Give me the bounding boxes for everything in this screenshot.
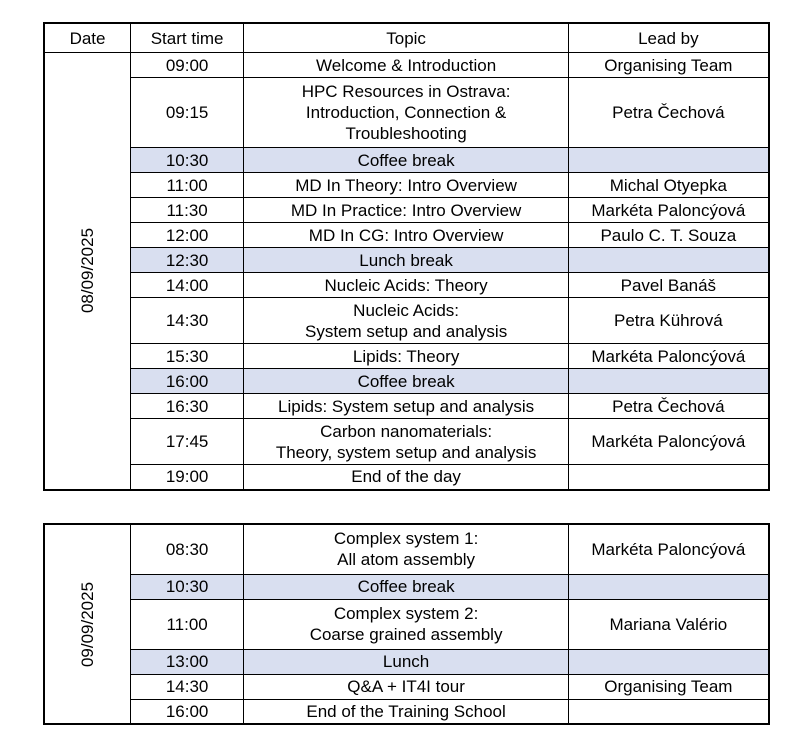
topic-cell: [244, 369, 569, 394]
header-date: Date: [44, 23, 131, 53]
header-topic: Topic: [244, 23, 569, 53]
table-row: [44, 394, 769, 419]
topic-cell: [244, 674, 569, 699]
start-time-cell-text: 12:30: [165, 250, 209, 270]
topic-cell-text: Lunch break: [359, 250, 453, 270]
table-row: [44, 574, 769, 599]
start-time-cell: [131, 524, 244, 574]
topic-cell: [244, 524, 569, 574]
header-lead-by: Lead by: [569, 23, 769, 53]
topic-cell: [244, 273, 569, 298]
table-row: [44, 419, 769, 465]
start-time-cell-text: 15:30: [165, 346, 209, 366]
topic-cell: [244, 465, 569, 490]
start-time-cell-text: 11:00: [166, 175, 208, 195]
topic-cell-text: Complex system 2: Coarse grained assembly: [309, 604, 503, 644]
lead-cell-text: Pavel Banáš: [620, 275, 717, 295]
topic-cell: [244, 173, 569, 198]
topic-cell-text: Coffee break: [357, 371, 455, 391]
table-row: [44, 599, 769, 649]
table-row: [44, 344, 769, 369]
start-time-cell: [131, 699, 244, 724]
start-time-cell: [131, 369, 244, 394]
topic-cell-text: MD In CG: Intro Overview: [308, 225, 504, 245]
topic-cell-text: MD In Practice: Intro Overview: [290, 200, 522, 220]
start-time-cell-text: 09:15: [165, 103, 209, 122]
topic-cell-text: End of the Training School: [306, 701, 506, 721]
start-time-cell: [131, 599, 244, 649]
table-row: [44, 173, 769, 198]
lead-cell-text: Michal Otyepka: [609, 175, 727, 195]
table-row: [44, 78, 769, 148]
date-cell: [44, 524, 131, 724]
lead-cell: [569, 674, 769, 699]
start-time-cell-text: 14:00: [165, 275, 209, 295]
topic-cell-text: MD In Theory: Intro Overview: [295, 175, 517, 195]
topic-cell: [244, 298, 569, 344]
start-time-cell: [131, 248, 244, 273]
topic-cell-text: Complex system 1: All atom assembly: [333, 529, 479, 570]
lead-cell: [569, 148, 769, 173]
lead-cell: [569, 699, 769, 724]
lead-cell-text: Petra Čechová: [612, 396, 725, 416]
topic-cell-text: Carbon nanomaterials: Theory, system setup and analysis: [275, 421, 537, 462]
lead-cell: [569, 369, 769, 394]
start-time-cell: [131, 344, 244, 369]
topic-cell-text: Nucleic Acids: System setup and analysis: [304, 300, 508, 341]
header-start-time: Start time: [131, 23, 244, 53]
lead-cell: [569, 599, 769, 649]
lead-cell: [569, 248, 769, 273]
table-row: [44, 148, 769, 173]
lead-cell-text: Markéta Paloncýová: [591, 346, 746, 366]
lead-cell: [569, 574, 769, 599]
lead-cell: [569, 173, 769, 198]
start-time-cell: [131, 649, 244, 674]
lead-cell-text: Markéta Paloncýová: [591, 539, 746, 559]
start-time-cell-text: 16:30: [165, 396, 209, 416]
start-time-cell: [131, 148, 244, 173]
lead-cell: [569, 198, 769, 223]
topic-cell-text: Q&A + IT4I tour: [347, 677, 465, 696]
lead-cell: [569, 649, 769, 674]
start-time-cell: [131, 574, 244, 599]
start-time-cell: [131, 674, 244, 699]
start-time-cell: [131, 223, 244, 248]
lead-cell-text: Markéta Paloncýová: [591, 432, 746, 451]
start-time-cell: [131, 198, 244, 223]
lead-cell-text: Organising Team: [604, 55, 733, 75]
table-row: [44, 223, 769, 248]
lead-cell-text: Mariana Valério: [609, 614, 728, 634]
start-time-cell-text: 10:30: [165, 577, 209, 596]
topic-cell: [244, 78, 569, 148]
start-time-cell: [131, 298, 244, 344]
lead-cell-text: Markéta Paloncýová: [591, 200, 746, 220]
lead-cell-text: Organising Team: [604, 677, 733, 696]
lead-cell: [569, 223, 769, 248]
start-time-cell-text: 14:30: [165, 677, 209, 696]
table-row: [44, 465, 769, 490]
topic-cell: [244, 248, 569, 273]
date-label: 09/09/2025: [78, 581, 98, 667]
start-time-cell: [131, 78, 244, 148]
start-time-cell-text: 12:00: [165, 225, 209, 245]
lead-cell-text: Petra Čechová: [612, 103, 725, 122]
start-time-cell-text: 17:45: [165, 432, 209, 451]
lead-cell: [569, 394, 769, 419]
topic-cell: [244, 344, 569, 369]
topic-cell-text: Coffee break: [357, 150, 455, 170]
start-time-cell-text: 11:30: [166, 200, 208, 220]
table-row: [44, 53, 769, 78]
table-row: [44, 248, 769, 273]
topic-cell-text: Lunch: [382, 652, 430, 671]
lead-cell: [569, 78, 769, 148]
start-time-cell: [131, 419, 244, 465]
start-time-cell-text: 16:00: [165, 701, 209, 721]
start-time-cell-text: 10:30: [165, 150, 209, 170]
start-time-cell-text: 13:00: [165, 652, 209, 671]
topic-cell: [244, 148, 569, 173]
start-time-cell: [131, 394, 244, 419]
table-row: [44, 649, 769, 674]
table-row: [44, 273, 769, 298]
topic-cell-text: Lipids: Theory: [352, 346, 460, 366]
start-time-cell-text: 08:30: [165, 539, 209, 559]
table-row: [44, 699, 769, 724]
start-time-cell-text: 14:30: [165, 311, 209, 330]
topic-cell-text: Nucleic Acids: Theory: [324, 275, 488, 295]
topic-cell: [244, 198, 569, 223]
topic-cell: [244, 599, 569, 649]
table-row: [44, 369, 769, 394]
lead-cell: [569, 524, 769, 574]
topic-cell: [244, 699, 569, 724]
lead-cell: [569, 344, 769, 369]
table-row: [44, 298, 769, 344]
table-header-row: [44, 23, 769, 53]
schedule-table-day2: [43, 523, 770, 725]
start-time-cell: [131, 465, 244, 490]
lead-cell-text: Paulo C. T. Souza: [600, 225, 737, 245]
table-row: [44, 524, 769, 574]
lead-cell-text: Petra Kührová: [614, 311, 723, 330]
lead-cell: [569, 273, 769, 298]
start-time-cell-text: 16:00: [165, 371, 209, 391]
topic-cell: [244, 419, 569, 465]
topic-cell-text: Welcome & Introduction: [316, 55, 497, 75]
topic-cell-text: HPC Resources in Ostrava: Introduction, Connection & Troubleshooting: [301, 82, 511, 143]
date-label: 08/09/2025: [78, 228, 98, 314]
date-cell: [44, 53, 131, 490]
topic-cell-text: Coffee break: [357, 577, 455, 596]
day1-rows: [44, 53, 769, 490]
lead-cell: [569, 465, 769, 490]
topic-cell-text: Lipids: System setup and analysis: [278, 396, 535, 416]
table-row: [44, 674, 769, 699]
start-time-cell-text: 19:00: [165, 467, 209, 487]
lead-cell: [569, 298, 769, 344]
topic-cell: [244, 223, 569, 248]
schedule-table-day1: [43, 22, 770, 491]
lead-cell: [569, 419, 769, 465]
day2-rows: [44, 524, 769, 724]
start-time-cell-text: 11:00: [166, 614, 208, 634]
topic-cell: [244, 53, 569, 78]
topic-cell-text: End of the day: [351, 467, 461, 487]
table-row: [44, 198, 769, 223]
start-time-cell: [131, 273, 244, 298]
topic-cell: [244, 649, 569, 674]
topic-cell: [244, 574, 569, 599]
topic-cell: [244, 394, 569, 419]
start-time-cell: [131, 173, 244, 198]
start-time-cell-text: 09:00: [165, 55, 209, 75]
lead-cell: [569, 53, 769, 78]
start-time-cell: [131, 53, 244, 78]
